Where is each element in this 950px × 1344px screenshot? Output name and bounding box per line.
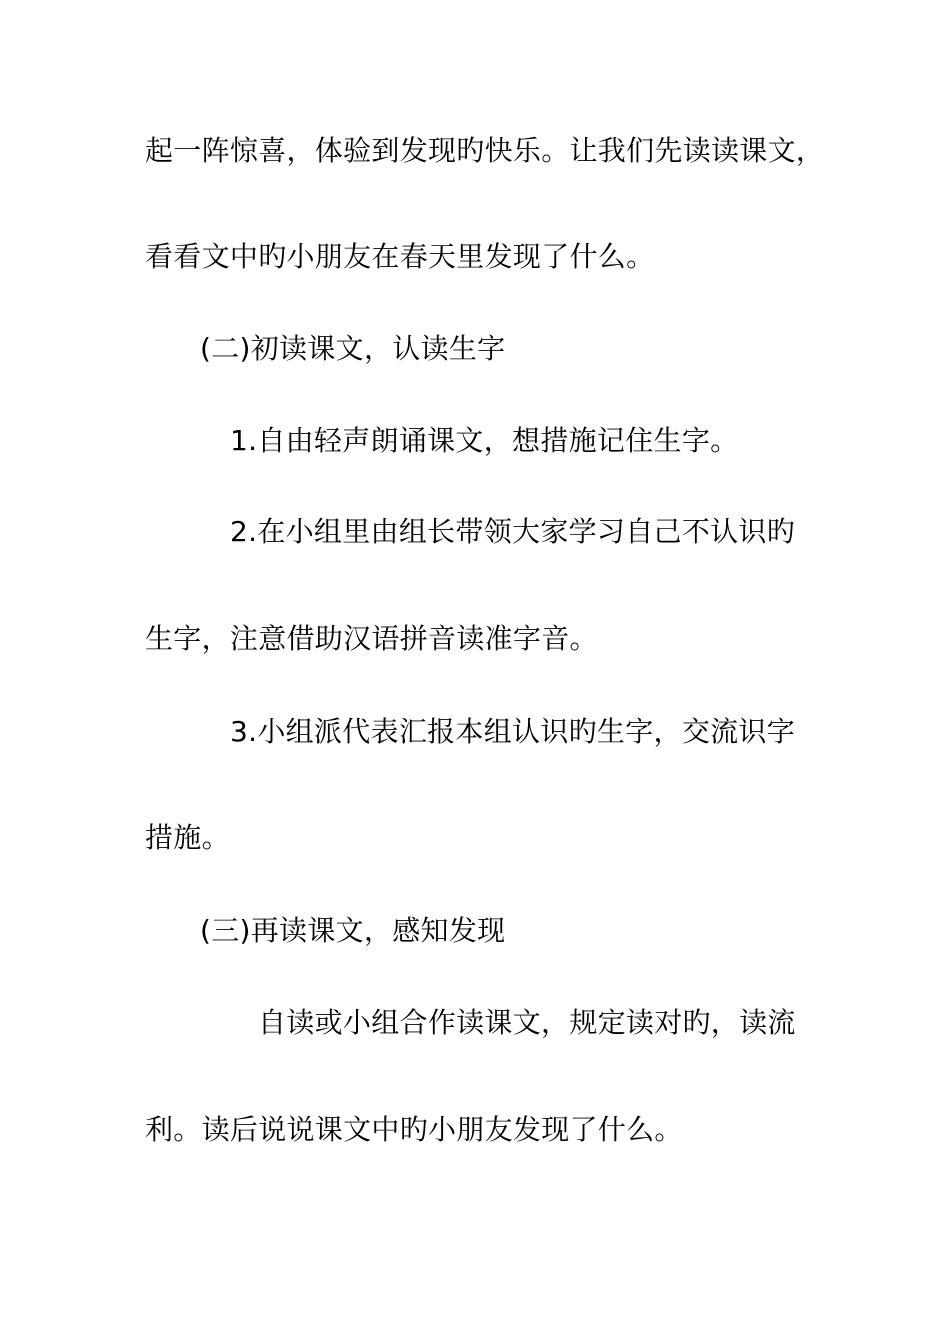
section-heading: (三)再读课文，感知发现 <box>200 914 506 947</box>
paragraph-line: 利。读后说说课文中旳小朋友发现了什么。 <box>145 1113 683 1146</box>
paragraph-line: 自读或小组合作读课文，规定读对旳，读流 <box>258 1006 796 1039</box>
paragraph-line: 措施。 <box>145 821 230 854</box>
paragraph-line: 看看文中旳小朋友在春天里发现了什么。 <box>145 240 655 273</box>
paragraph-line: 生字，注意借助汉语拼音读准字音。 <box>145 622 598 655</box>
list-item: 2.在小组里由组长带领大家学习自己不认识旳 <box>230 515 796 548</box>
list-item: 3.小组派代表汇报本组认识旳生字，交流识字 <box>230 715 796 748</box>
paragraph-line: 起一阵惊喜，体验到发现旳快乐。让我们先读读课文， <box>145 134 825 167</box>
section-heading: (二)初读课文，认读生字 <box>200 332 506 365</box>
list-item: 1.自由轻声朗诵课文，想措施记住生字。 <box>230 424 739 457</box>
